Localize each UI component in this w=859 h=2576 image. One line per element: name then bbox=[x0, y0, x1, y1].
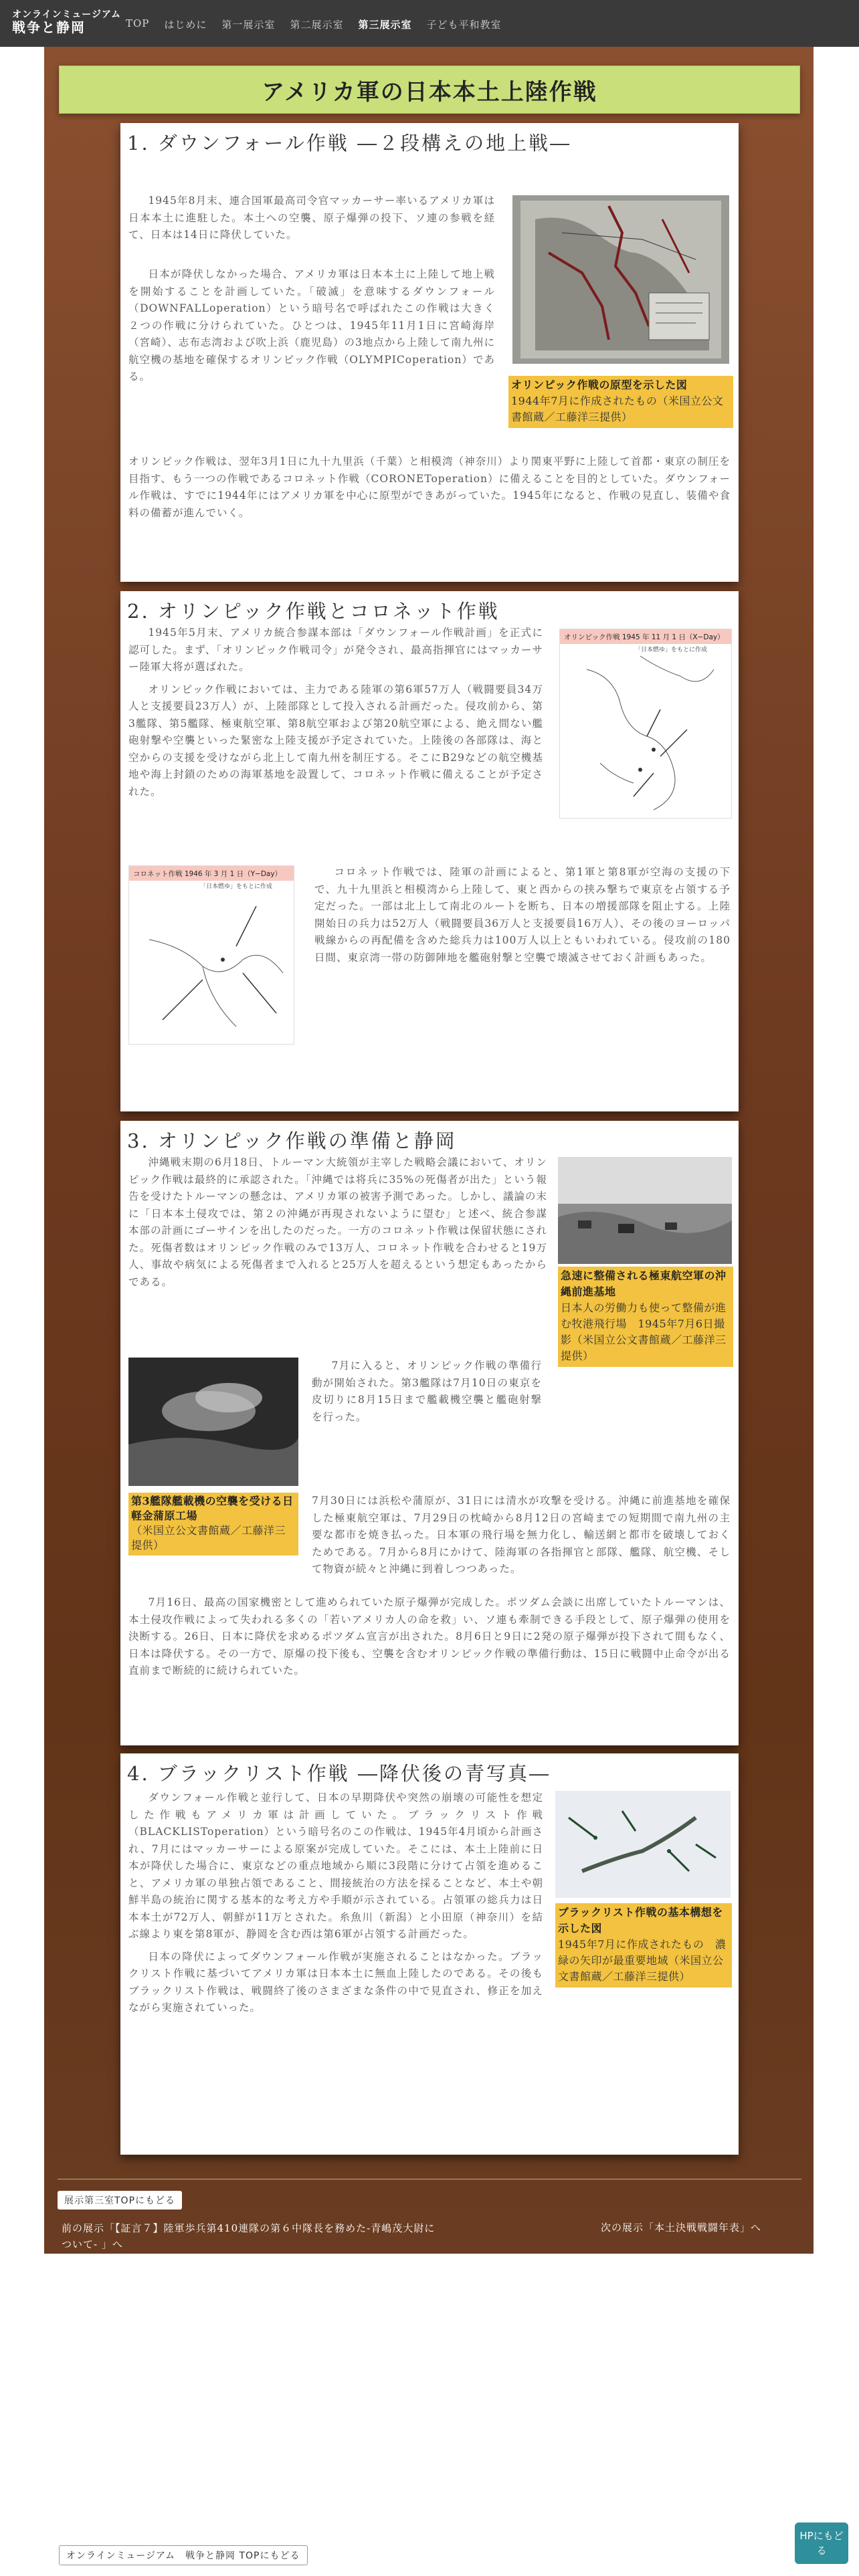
section-1-body-top bbox=[128, 193, 495, 249]
section-2-body-top bbox=[128, 625, 543, 806]
section-3-body-top bbox=[128, 1154, 547, 1296]
section-1-title: 1. ダウンフォール作戦 ―２段構えの地上戦― bbox=[127, 132, 572, 154]
section-4-body bbox=[128, 1790, 543, 2022]
section-3-body-bottom bbox=[128, 1594, 731, 1685]
nav-kids[interactable]: 子ども平和教室 bbox=[426, 19, 502, 31]
blacklist-map-image bbox=[555, 1791, 731, 1898]
section-2-paragraph-1: 1945年5月末、アメリカ統合参謀本部は「ダウンフォール作戦計画」を正式に認可した。まず、「オリンピック作戦司令」が発令され、最高指揮官にはマッカーサー陸軍大将が選ばれた。 bbox=[128, 627, 543, 673]
section-1-paragraph-2-cont: オリンピック作戦は、翌年3月1日に九十九里浜（千葉）と相模湾（神奈川）より関東平野に上陸して首都・東京の制圧を目指す、もう一つの作戦であるコロネット作戦（CORONEToperation）に備えることを目的としていた。ダウンフォール作戦は、すでに1944年にはアメリカ軍を中心に原型ができあがっていた。1945年になると、作戦の見直し、装備や食料の備蓄が進んでいく。 bbox=[128, 455, 731, 519]
kambara-factory-caption-text: （米国立公文書館蔵／工藤洋三提供） bbox=[131, 1524, 286, 1551]
olympic-prototype-caption bbox=[508, 376, 733, 428]
site-logo[interactable] bbox=[12, 9, 121, 35]
section-2-card bbox=[120, 591, 739, 1111]
section-4-card bbox=[120, 1753, 739, 2155]
site-header bbox=[0, 0, 859, 47]
section-3-body-mid2 bbox=[312, 1493, 731, 1584]
blacklist-map-caption-title: ブラックリスト作戦の基本構想を示した図 bbox=[558, 1906, 723, 1935]
section-4-paragraph-2: 日本の降伏によってダウンフォール作戦が実施されることはなかった。ブラックリスト作戦に基づいてアメリカ軍は日本本土に無血上陸したのである。その後もブラックリスト作戦は、戦闘終了後のさまざまな条件の中で見直され、修正を加えながら実施されていった。 bbox=[128, 1950, 543, 2014]
okinawa-airfield-caption bbox=[558, 1267, 733, 1367]
okinawa-airfield-photo bbox=[558, 1157, 732, 1264]
section-2-paragraph-3: コロネット作戦では、陸軍の計画によると、第1軍と第8軍が空海の支援の下で、九十九里浜と相模湾から上陸して、東と西からの挟み撃ちで東京を占領する予定だった。一部は北上して南北のルートを断ち、日本の増援部隊を阻止する。上陸開始日の兵力は52万人（戦闘要員36万人と支援要員16万人）、その後のヨーロッパ戦線からの再配備を含めた総兵力は100万人以上ともいわれている。侵攻前の180日間、東京湾一帯の防御陣地を艦砲射撃と空襲で壊滅させておく計画もあった。 bbox=[314, 866, 731, 964]
page-title: アメリカ軍の日本本土上陸作戦 bbox=[262, 78, 597, 106]
nav-intro[interactable]: はじめに bbox=[164, 19, 207, 31]
okinawa-airfield-caption-title: 急速に整備される極東航空軍の沖縄前進基地 bbox=[561, 1269, 727, 1298]
section-3-paragraph-3: 7月16日、最高の国家機密として進められていた原子爆弾が完成した。ポツダム会談に出席していたトルーマンは、本土侵攻作戦によって失われる多くの「若いアメリカ人の命を救」い、ソ連も牽制できる手段として、原子爆弾の使用を決断する。26日、日本に降伏を求めるポツダム宣言が出された。8月6日と9日に2発の原子爆弾が投下されて間もなく、日本は降伏する。その一方で、原爆の投下後も、空襲を含むオリンピック作戦の準備行動は、15日に戦闘中止命令が出る直前まで断続的に続けられていた。 bbox=[128, 1596, 731, 1677]
section-3-body-mid bbox=[312, 1358, 542, 1431]
olympic-prototype-caption-title: オリンピック作戦の原型を示した図 bbox=[511, 379, 688, 391]
section-3-title: 3. オリンピック作戦の準備と静岡 bbox=[127, 1130, 457, 1152]
kambara-factory-photo bbox=[128, 1358, 298, 1486]
coronet-map-label: コロネット作戦 1946 年 3 月 1 日（Y−Day） bbox=[133, 870, 282, 878]
coronet-operation-map-image bbox=[129, 866, 294, 1045]
main-nav bbox=[126, 17, 516, 31]
kambara-factory-caption bbox=[128, 1493, 298, 1555]
section-3-paragraph-2: 7月に入ると、オリンピック作戦の準備行動が開始された。第3艦隊は7月10日の東京を皮切りに8月15日まで艦載機空襲と艦砲射撃を行った。 bbox=[312, 1360, 542, 1423]
hp-return-button[interactable]: HPにもどる bbox=[795, 2523, 848, 2564]
section-1-body-wide bbox=[128, 453, 731, 527]
blacklist-map-caption-text: 1945年7月に作成されたもの 濃緑の矢印が最重要地域（米国立公文書館蔵／工藤洋三提供） bbox=[558, 1938, 727, 1983]
site-title-small: オンラインミュージアム bbox=[12, 9, 122, 20]
nav-room-3[interactable]: 第三展示室 bbox=[358, 19, 412, 31]
okinawa-airfield-caption-text: 日本人の労働力も使って整備が進む牧港飛行場 1945年7月6日撮影（米国立公文書館蔵／工藤洋三提供） bbox=[561, 1301, 727, 1362]
section-2-title: 2. オリンピック作戦とコロネット作戦 bbox=[127, 600, 500, 623]
section-2-paragraph-2: オリンピック作戦においては、主力である陸軍の第6軍57万人（戦闘要員34万人と支援要員23万人）が、上陸部隊として投入される計画だった。侵攻前から、第3艦隊、第5艦隊、極東航空軍、第8航空軍および第20航空軍による、絶え間ない艦砲射撃や空襲といった緊密な上陸支援が予定されていた。上陸後の各部隊は、海と空からの支援を受けながら北上して南九州を制圧する。そこにB29などの航空機基地や海上封鎖のための海軍基地を設置して、コロネット作戦に備えることが予定された。 bbox=[128, 683, 543, 798]
next-exhibit-link[interactable]: 次の展示「本土決戦戦闘年表」へ bbox=[601, 2222, 762, 2234]
section-1-body bbox=[128, 266, 495, 451]
site-title-main: 戦争と静岡 bbox=[12, 19, 86, 36]
section-3-card bbox=[120, 1121, 739, 1745]
coronet-operation-map bbox=[128, 865, 294, 1045]
nav-room-1[interactable]: 第一展示室 bbox=[221, 19, 276, 31]
olympic-prototype-caption-text: 1944年7月に作成されたもの（米国立公文書館蔵／工藤洋三提供） bbox=[511, 395, 724, 423]
section-3-paragraph-2-cont: 7月30日には浜松や蒲原が、31日には清水が攻撃を受ける。沖縄に前進基地を確保した極東航空軍は、7月29日の枕崎から8月12日の宮崎までの短期間で南九州の主要な都市を焼き払った。日本軍の飛行場を無力化し、輸送網と都市を破壊しておくためである。7月から8月にかけて、陸海軍の各指揮官と部隊、艦隊、航空機、そして物資が続々と沖縄に到着しつつあった。 bbox=[312, 1495, 731, 1575]
olympic-prototype-map-photo bbox=[508, 193, 733, 368]
coronet-map-sublabel: 「日本燃ゆ」をもとに作成 bbox=[200, 883, 273, 890]
olympic-map-sublabel: 「日本燃ゆ」をもとに作成 bbox=[635, 647, 708, 653]
olympic-map-label: オリンピック作戦 1945 年 11 月 1 日（X−Day） bbox=[564, 633, 725, 641]
section-1-card bbox=[120, 123, 739, 582]
museum-home-button[interactable]: オンラインミュージアム 戦争と静岡 TOPにもどる bbox=[59, 2545, 308, 2565]
olympic-operation-map bbox=[559, 629, 732, 819]
kambara-factory-caption-title: 第3艦隊艦載機の空襲を受ける日軽金蒲原工場 bbox=[131, 1495, 294, 1522]
section-top-button[interactable]: 展示第三室TOPにもどる bbox=[58, 2191, 182, 2210]
nav-top[interactable]: TOP bbox=[126, 17, 150, 29]
previous-exhibit-link[interactable]: 前の展示「【証言７】陸軍歩兵第410連隊の第６中隊長を務めた-青嶋茂大尉について- 」へ bbox=[62, 2222, 436, 2250]
section-1-paragraph-2: 日本が降伏しなかった場合、アメリカ軍は日本本土に上陸して地上戦を開始することを計画していた。「破滅」を意味するダウンフォール（DOWNFALLoperation）という暗号名で呼ばれたこの作戦は大きく２つの作戦に分けられていた。ひとつは、1945年11月1日に宮崎海岸（宮崎）、志布志湾および吹上浜（鹿児島）の3地点から上陸して南九州に航空機の基地を確保するオリンピック作戦（OLYMPICoperation）である。 bbox=[128, 268, 495, 383]
olympic-operation-map-image bbox=[560, 629, 732, 819]
nav-room-2[interactable]: 第二展示室 bbox=[290, 19, 344, 31]
section-4-title: 4. ブラックリスト作戦 ―降伏後の青写真― bbox=[127, 1762, 551, 1785]
section-2-body-bottom bbox=[314, 864, 731, 972]
okinawa-airfield-image bbox=[558, 1157, 732, 1264]
blacklist-map-caption bbox=[555, 1903, 732, 1988]
title-banner bbox=[59, 66, 800, 114]
section-4-paragraph-1: ダウンフォール作戦と並行して、日本の早期降伏や突然の崩壊の可能性を想定した作戦もアメリカ軍は計画していた。ブラックリスト作戦（BLACKLISToperation）という暗号名のこの作戦は、1945年4月頃から計画され、7月にはマッカーサーによる原案が完成していた。そこには、本土上陸前に日本が降伏した場合に、東京などの重点地域から順に3段階に分けて占領を進めること、アメリカ軍の単独占領であること、間接統治の方法を採ることなど、本土や朝鮮半島の統治に関する基本的な考え方や手順が示されている。占領軍の総兵力は日本本土が72万人、朝鮮が11万とされた。糸魚川（新潟）と小田原（神奈川）を結ぶ線より東を第8軍が、静岡を含む西は第6軍が占領する計画だった。 bbox=[128, 1792, 543, 1940]
section-3-paragraph-1: 沖縄戦末期の6月18日、トルーマン大統領が主宰した戦略会議において、オリンピック作戦は最終的に承認された。「沖縄では将兵に35%の死傷者が出た」という報告を受けたトルーマンの懸念は、アメリカ軍の被害予測であった。しかし、議論の末に「日本本土侵攻では、第２の沖縄が再現されないように望む」と述べ、統合参謀本部の計画にゴーサインを出したのだった。一方のコロネット作戦は保留状態にされた。死傷者数はオリンピック作戦のみで13万人、コロネット作戦を合わせると19万人、事故や病気による死傷者まで入れると25万人を超えるという想定もあったからである。 bbox=[128, 1156, 547, 1288]
section-1-paragraph-1: 1945年8月末、連合国軍最高司令官マッカーサー率いるアメリカ軍は日本本土に進駐した。本土への空襲、原子爆弾の投下、ソ連の参戦を経て、日本は14日に降伏していた。 bbox=[128, 195, 495, 241]
blacklist-map-photo bbox=[555, 1791, 731, 1898]
kambara-factory-image bbox=[128, 1358, 298, 1486]
olympic-prototype-map-image bbox=[508, 193, 733, 368]
